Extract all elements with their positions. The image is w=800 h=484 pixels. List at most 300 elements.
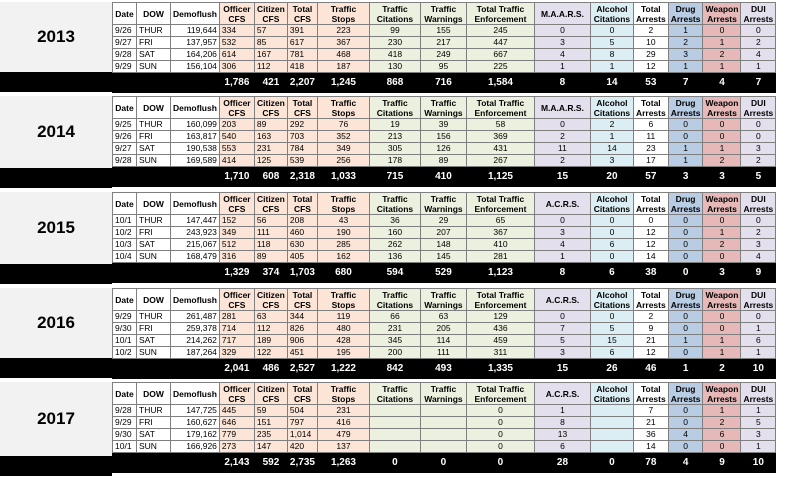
cell-date: 9/26: [113, 131, 137, 143]
cell-dow: FRI: [137, 417, 171, 429]
cell-total-cfs: 617: [287, 37, 317, 49]
cell-weapon-arrests: 1: [703, 37, 741, 49]
cell-citizen-cfs: 85: [254, 37, 287, 49]
header-dui-arrests: DUI Arrests: [741, 383, 776, 405]
cell-weapon-arrests: 1: [703, 227, 741, 239]
cell-traffic-warnings: [420, 441, 466, 453]
cell-alcohol-citations: 5: [590, 323, 633, 335]
cell-drug-arrests: 3: [668, 49, 703, 61]
cell-dui-arrests: 2: [741, 227, 776, 239]
cell-demoflush: 259,378: [171, 323, 220, 335]
cell-maars-acrs: 4: [534, 49, 590, 61]
cell-total-arrests: 12: [633, 227, 668, 239]
cell-dow: FRI: [137, 37, 171, 49]
cell-citizen-cfs: 235: [254, 429, 287, 441]
cell-total-traffic-enforcement: 267: [466, 155, 534, 167]
cell-total-cfs: 539: [287, 155, 317, 167]
cell-total-traffic-enforcement: 58: [466, 119, 534, 131]
cell-total-arrests: 21: [633, 335, 668, 347]
cell-traffic-stops: 352: [317, 131, 369, 143]
header-drug-arrests: Drug Arrests: [668, 97, 703, 119]
cell-total-cfs: 1,014: [287, 429, 317, 441]
cell-drug-arrests: 1: [668, 155, 703, 167]
header-weapon-arrests: Weapon Arrests: [703, 383, 741, 405]
total-traffic-citations: 594: [369, 263, 420, 283]
cell-date: 9/26: [113, 25, 137, 37]
total-officer-cfs: 2,143: [219, 453, 254, 473]
cell-traffic-citations: 213: [369, 131, 420, 143]
total-alcohol-citations: 6: [590, 263, 633, 283]
header-demoflush: Demoflush: [171, 383, 220, 405]
cell-citizen-cfs: 118: [254, 239, 287, 251]
cell-traffic-warnings: 155: [420, 25, 466, 37]
header-row: [113, 3, 776, 25]
cell-traffic-citations: 262: [369, 239, 420, 251]
totals-row: [113, 263, 776, 283]
cell-total-traffic-enforcement: 0: [466, 417, 534, 429]
cell-alcohol-citations: [590, 405, 633, 417]
cell-traffic-citations: 345: [369, 335, 420, 347]
cell-traffic-citations: 66: [369, 311, 420, 323]
cell-dui-arrests: 2: [741, 37, 776, 49]
cell-total-traffic-enforcement: 367: [466, 227, 534, 239]
cell-total-cfs: 420: [287, 441, 317, 453]
cell-date: 9/29: [113, 311, 137, 323]
cell-traffic-citations: 36: [369, 215, 420, 227]
cell-total-arrests: 6: [633, 119, 668, 131]
table-row: [113, 417, 776, 429]
table-row: [113, 227, 776, 239]
cell-traffic-stops: 480: [317, 323, 369, 335]
cell-demoflush: 164,206: [171, 49, 220, 61]
cell-dow: SAT: [137, 49, 171, 61]
cell-drug-arrests: 0: [668, 239, 703, 251]
total-total-traffic-enforcement: 0: [466, 453, 534, 473]
cell-dui-arrests: 1: [741, 61, 776, 73]
cell-traffic-warnings: 205: [420, 323, 466, 335]
cell-total-cfs: 451: [287, 347, 317, 359]
cell-date: 9/27: [113, 37, 137, 49]
header-total-arrests: Total Arrests: [633, 3, 668, 25]
header-dow: DOW: [137, 383, 171, 405]
cell-total-traffic-enforcement: 0: [466, 441, 534, 453]
cell-traffic-stops: 349: [317, 143, 369, 155]
header-maars-acrs: M.A.A.R.S.: [534, 3, 590, 25]
cell-dow: SAT: [137, 335, 171, 347]
year-table: [112, 96, 776, 187]
header-alcohol-citations: Alcohol Citations: [590, 97, 633, 119]
cell-traffic-warnings: 39: [420, 119, 466, 131]
cell-citizen-cfs: 63: [254, 311, 287, 323]
cell-alcohol-citations: 5: [590, 37, 633, 49]
cell-date: 10/1: [113, 335, 137, 347]
cell-dow: SUN: [137, 347, 171, 359]
cell-total-traffic-enforcement: 410: [466, 239, 534, 251]
cell-total-cfs: 460: [287, 227, 317, 239]
header-maars-acrs: A.C.R.S.: [534, 383, 590, 405]
cell-date: 9/28: [113, 405, 137, 417]
cell-drug-arrests: 0: [668, 251, 703, 263]
cell-dow: SUN: [137, 61, 171, 73]
cell-traffic-citations: 19: [369, 119, 420, 131]
cell-traffic-warnings: 156: [420, 131, 466, 143]
cell-maars-acrs: 8: [534, 417, 590, 429]
cell-officer-cfs: 281: [219, 311, 254, 323]
total-weapon-arrests: 3: [703, 263, 741, 283]
cell-total-traffic-enforcement: 0: [466, 405, 534, 417]
cell-total-arrests: 11: [633, 131, 668, 143]
cell-traffic-warnings: 217: [420, 37, 466, 49]
header-traffic-warnings: Traffic Warnings: [420, 3, 466, 25]
cell-weapon-arrests: 0: [703, 441, 741, 453]
header-demoflush: Demoflush: [171, 193, 220, 215]
cell-dui-arrests: 0: [741, 311, 776, 323]
total-citizen-cfs: 421: [254, 73, 287, 93]
cell-citizen-cfs: 56: [254, 215, 287, 227]
cell-weapon-arrests: 0: [703, 215, 741, 227]
cell-officer-cfs: 646: [219, 417, 254, 429]
total-total-cfs: 2,207: [287, 73, 317, 93]
cell-date: 9/28: [113, 155, 137, 167]
cell-traffic-citations: 305: [369, 143, 420, 155]
header-dow: DOW: [137, 3, 171, 25]
cell-citizen-cfs: 147: [254, 441, 287, 453]
header-citizen-cfs: Citizen CFS: [254, 3, 287, 25]
cell-demoflush: 156,104: [171, 61, 220, 73]
cell-weapon-arrests: 1: [703, 335, 741, 347]
cell-demoflush: 214,262: [171, 335, 220, 347]
header-weapon-arrests: Weapon Arrests: [703, 3, 741, 25]
cell-traffic-citations: 230: [369, 37, 420, 49]
cell-demoflush: 215,067: [171, 239, 220, 251]
cell-citizen-cfs: 112: [254, 323, 287, 335]
cell-maars-acrs: 11: [534, 143, 590, 155]
cell-demoflush: 147,447: [171, 215, 220, 227]
cell-traffic-stops: 76: [317, 119, 369, 131]
cell-officer-cfs: 273: [219, 441, 254, 453]
cell-officer-cfs: 714: [219, 323, 254, 335]
total-alcohol-citations: 20: [590, 167, 633, 187]
cell-dui-arrests: 3: [741, 143, 776, 155]
cell-weapon-arrests: 6: [703, 429, 741, 441]
cell-demoflush: 261,487: [171, 311, 220, 323]
cell-traffic-warnings: 95: [420, 61, 466, 73]
cell-dow: SAT: [137, 429, 171, 441]
header-date: Date: [113, 3, 137, 25]
cell-officer-cfs: 203: [219, 119, 254, 131]
cell-weapon-arrests: 0: [703, 119, 741, 131]
cell-traffic-citations: 418: [369, 49, 420, 61]
table-row: [113, 251, 776, 263]
cell-traffic-stops: 285: [317, 239, 369, 251]
cell-demoflush: 166,926: [171, 441, 220, 453]
cell-traffic-stops: 137: [317, 441, 369, 453]
cell-maars-acrs: 1: [534, 405, 590, 417]
cell-officer-cfs: 306: [219, 61, 254, 73]
totals-band: [0, 358, 112, 378]
total-total-arrests: 53: [633, 73, 668, 93]
totals-row: [113, 167, 776, 187]
cell-traffic-citations: [369, 429, 420, 441]
cell-traffic-stops: 43: [317, 215, 369, 227]
cell-citizen-cfs: 163: [254, 131, 287, 143]
cell-weapon-arrests: 0: [703, 25, 741, 37]
header-traffic-citations: Traffic Citations: [369, 3, 420, 25]
cell-demoflush: 147,725: [171, 405, 220, 417]
cell-maars-acrs: 2: [534, 155, 590, 167]
header-date: Date: [113, 97, 137, 119]
cell-total-cfs: 344: [287, 311, 317, 323]
cell-total-cfs: 418: [287, 61, 317, 73]
cell-dui-arrests: 0: [741, 119, 776, 131]
cell-total-traffic-enforcement: 667: [466, 49, 534, 61]
cell-dow: SAT: [137, 143, 171, 155]
cell-total-traffic-enforcement: 0: [466, 429, 534, 441]
cell-officer-cfs: 414: [219, 155, 254, 167]
cell-officer-cfs: 316: [219, 251, 254, 263]
cell-traffic-warnings: 89: [420, 155, 466, 167]
cell-citizen-cfs: 59: [254, 405, 287, 417]
cell-traffic-warnings: 207: [420, 227, 466, 239]
total-total-traffic-enforcement: 1,125: [466, 167, 534, 187]
cell-total-cfs: 906: [287, 335, 317, 347]
header-dui-arrests: DUI Arrests: [741, 193, 776, 215]
header-officer-cfs: Officer CFS: [219, 193, 254, 215]
cell-total-traffic-enforcement: 129: [466, 311, 534, 323]
cell-maars-acrs: 0: [534, 119, 590, 131]
table-row: [113, 61, 776, 73]
cell-dui-arrests: 1: [741, 347, 776, 359]
totals-row: [113, 359, 776, 379]
cell-traffic-warnings: 145: [420, 251, 466, 263]
year-table: [112, 2, 776, 93]
cell-maars-acrs: 1: [534, 61, 590, 73]
cell-demoflush: 243,923: [171, 227, 220, 239]
table-row: [113, 429, 776, 441]
cell-date: 10/4: [113, 251, 137, 263]
header-demoflush: Demoflush: [171, 289, 220, 311]
cell-total-traffic-enforcement: 245: [466, 25, 534, 37]
cell-demoflush: 179,162: [171, 429, 220, 441]
total-dui-arrests: 5: [741, 167, 776, 187]
total-total-cfs: 2,318: [287, 167, 317, 187]
total-traffic-warnings: 716: [420, 73, 466, 93]
header-officer-cfs: Officer CFS: [219, 383, 254, 405]
cell-drug-arrests: 1: [668, 143, 703, 155]
cell-alcohol-citations: 6: [590, 239, 633, 251]
total-traffic-warnings: 410: [420, 167, 466, 187]
header-dui-arrests: DUI Arrests: [741, 97, 776, 119]
cell-demoflush: 187,264: [171, 347, 220, 359]
total-dui-arrests: 9: [741, 263, 776, 283]
cell-citizen-cfs: 112: [254, 61, 287, 73]
totals-band: [0, 264, 112, 284]
cell-total-arrests: 9: [633, 323, 668, 335]
cell-traffic-stops: 231: [317, 405, 369, 417]
total-officer-cfs: 1,786: [219, 73, 254, 93]
cell-date: 10/1: [113, 215, 137, 227]
cell-dow: THUR: [137, 311, 171, 323]
total-weapon-arrests: 2: [703, 359, 741, 379]
cell-maars-acrs: 5: [534, 335, 590, 347]
cell-alcohol-citations: 0: [590, 227, 633, 239]
total-traffic-citations: 0: [369, 453, 420, 473]
year-table: [112, 382, 776, 473]
cell-traffic-citations: 99: [369, 25, 420, 37]
total-maars-acrs: 8: [534, 263, 590, 283]
cell-total-traffic-enforcement: 281: [466, 251, 534, 263]
total-traffic-citations: 715: [369, 167, 420, 187]
total-total-arrests: 57: [633, 167, 668, 187]
cell-total-traffic-enforcement: 311: [466, 347, 534, 359]
total-traffic-stops: 1,245: [317, 73, 369, 93]
cell-citizen-cfs: 125: [254, 155, 287, 167]
cell-dow: SUN: [137, 251, 171, 263]
cell-drug-arrests: 0: [668, 215, 703, 227]
header-traffic-citations: Traffic Citations: [369, 289, 420, 311]
cell-maars-acrs: 0: [534, 311, 590, 323]
cell-maars-acrs: 4: [534, 239, 590, 251]
header-row: [113, 289, 776, 311]
table-row: [113, 119, 776, 131]
cell-total-arrests: 2: [633, 311, 668, 323]
cell-total-arrests: 12: [633, 239, 668, 251]
total-weapon-arrests: 3: [703, 167, 741, 187]
header-total-arrests: Total Arrests: [633, 97, 668, 119]
cell-date: 9/29: [113, 417, 137, 429]
header-traffic-warnings: Traffic Warnings: [420, 289, 466, 311]
cell-drug-arrests: 0: [668, 131, 703, 143]
cell-drug-arrests: 0: [668, 119, 703, 131]
header-weapon-arrests: Weapon Arrests: [703, 193, 741, 215]
cell-total-arrests: 23: [633, 143, 668, 155]
cell-drug-arrests: 0: [668, 441, 703, 453]
cell-dow: THUR: [137, 25, 171, 37]
total-traffic-stops: 680: [317, 263, 369, 283]
cell-maars-acrs: 1: [534, 251, 590, 263]
header-maars-acrs: M.A.A.R.S.: [534, 97, 590, 119]
cell-traffic-stops: 416: [317, 417, 369, 429]
cell-traffic-citations: 200: [369, 347, 420, 359]
header-total-arrests: Total Arrests: [633, 193, 668, 215]
cell-total-cfs: 826: [287, 323, 317, 335]
cell-demoflush: 160,627: [171, 417, 220, 429]
header-traffic-citations: Traffic Citations: [369, 383, 420, 405]
cell-dui-arrests: 1: [741, 441, 776, 453]
cell-weapon-arrests: 0: [703, 251, 741, 263]
table-row: [113, 405, 776, 417]
total-traffic-citations: 842: [369, 359, 420, 379]
total-officer-cfs: 1,329: [219, 263, 254, 283]
table-row: [113, 49, 776, 61]
cell-traffic-stops: 223: [317, 25, 369, 37]
cell-traffic-citations: 130: [369, 61, 420, 73]
total-traffic-stops: 1,033: [317, 167, 369, 187]
cell-total-arrests: 36: [633, 429, 668, 441]
cell-dui-arrests: 1: [741, 405, 776, 417]
cell-officer-cfs: 614: [219, 49, 254, 61]
cell-total-arrests: 10: [633, 37, 668, 49]
total-total-traffic-enforcement: 1,335: [466, 359, 534, 379]
total-drug-arrests: 1: [668, 359, 703, 379]
cell-total-cfs: 292: [287, 119, 317, 131]
cell-total-arrests: 21: [633, 417, 668, 429]
cell-traffic-warnings: [420, 429, 466, 441]
cell-traffic-citations: 178: [369, 155, 420, 167]
cell-total-traffic-enforcement: 431: [466, 143, 534, 155]
year-label: 2014: [0, 96, 112, 168]
cell-dow: FRI: [137, 227, 171, 239]
table-row: [113, 311, 776, 323]
cell-officer-cfs: 334: [219, 25, 254, 37]
cell-officer-cfs: 540: [219, 131, 254, 143]
cell-dow: THUR: [137, 405, 171, 417]
cell-demoflush: 137,957: [171, 37, 220, 49]
cell-traffic-warnings: 249: [420, 49, 466, 61]
cell-date: 9/30: [113, 323, 137, 335]
cell-total-traffic-enforcement: 436: [466, 323, 534, 335]
total-maars-acrs: 8: [534, 73, 590, 93]
cell-alcohol-citations: 1: [590, 61, 633, 73]
cell-dui-arrests: 3: [741, 239, 776, 251]
header-traffic-warnings: Traffic Warnings: [420, 97, 466, 119]
cell-citizen-cfs: 122: [254, 347, 287, 359]
header-row: [113, 193, 776, 215]
cell-traffic-citations: [369, 405, 420, 417]
totals-spacer: [113, 167, 220, 187]
header-traffic-warnings: Traffic Warnings: [420, 193, 466, 215]
table-row: [113, 323, 776, 335]
cell-drug-arrests: 1: [668, 25, 703, 37]
cell-alcohol-citations: 14: [590, 143, 633, 155]
cell-dui-arrests: 1: [741, 323, 776, 335]
total-traffic-warnings: 529: [420, 263, 466, 283]
totals-band: [0, 72, 112, 92]
total-traffic-stops: 1,222: [317, 359, 369, 379]
header-officer-cfs: Officer CFS: [219, 3, 254, 25]
header-traffic-citations: Traffic Citations: [369, 97, 420, 119]
cell-alcohol-citations: 0: [590, 251, 633, 263]
cell-dui-arrests: 3: [741, 429, 776, 441]
cell-traffic-warnings: 126: [420, 143, 466, 155]
header-total-traffic-enforcement: Total Traffic Enforcement: [466, 3, 534, 25]
header-drug-arrests: Drug Arrests: [668, 383, 703, 405]
total-citizen-cfs: 608: [254, 167, 287, 187]
total-traffic-stops: 1,263: [317, 453, 369, 473]
cell-maars-acrs: 7: [534, 323, 590, 335]
cell-total-cfs: 797: [287, 417, 317, 429]
table-row: [113, 131, 776, 143]
header-dui-arrests: DUI Arrests: [741, 289, 776, 311]
header-demoflush: Demoflush: [171, 3, 220, 25]
total-citizen-cfs: 486: [254, 359, 287, 379]
cell-dow: FRI: [137, 131, 171, 143]
cell-date: 9/27: [113, 143, 137, 155]
table-row: [113, 215, 776, 227]
cell-citizen-cfs: 151: [254, 417, 287, 429]
cell-traffic-stops: 479: [317, 429, 369, 441]
cell-drug-arrests: 0: [668, 347, 703, 359]
total-total-arrests: 78: [633, 453, 668, 473]
cell-alcohol-citations: 0: [590, 25, 633, 37]
cell-alcohol-citations: 8: [590, 49, 633, 61]
cell-traffic-warnings: 111: [420, 347, 466, 359]
cell-weapon-arrests: 2: [703, 49, 741, 61]
total-total-cfs: 2,735: [287, 453, 317, 473]
cell-maars-acrs: 2: [534, 131, 590, 143]
cell-traffic-citations: 231: [369, 323, 420, 335]
cell-traffic-stops: 162: [317, 251, 369, 263]
